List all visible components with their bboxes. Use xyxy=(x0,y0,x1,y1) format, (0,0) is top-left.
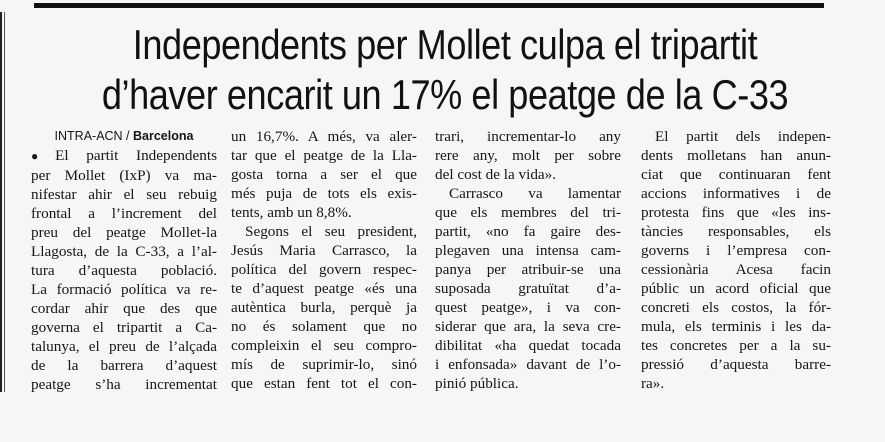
article-line: públic un acord oficial que xyxy=(641,280,831,297)
headline-line-1: Independents per Mollet culpa el tripartit xyxy=(132,21,758,68)
headline-line-2: d’haver encarit un 17% el peatge de la C-33 xyxy=(101,71,789,118)
article-line: del cost de la vida». xyxy=(435,166,557,183)
article-line: cordar ahir que des que xyxy=(31,300,217,317)
article-line: de la barrera d’aquest xyxy=(31,357,217,374)
article-line: partit, «no fa gaire des- xyxy=(435,223,621,240)
article-line: peatge s’ha incrementat xyxy=(31,376,217,393)
article-line: i enfonsada» davant de l’o- xyxy=(435,356,621,373)
byline-place: Barcelona xyxy=(133,129,194,143)
article-line: ra». xyxy=(641,375,665,392)
article-column-4 xyxy=(641,127,831,393)
article-line: suposada gratuïtat d’a- xyxy=(435,280,621,297)
article-line: ● El partit Independents xyxy=(31,147,217,164)
article-line: tura d’aquesta població. xyxy=(31,262,217,279)
article-column-1 xyxy=(31,127,217,394)
article-line: per Mollet (IxP) va ma- xyxy=(31,167,217,184)
article-line: concreti els costos, la fór- xyxy=(641,299,831,316)
article-line: nifestar ahir el seu rebuig xyxy=(31,186,217,203)
byline xyxy=(31,127,217,146)
article-line: autèntica burla, perquè ja xyxy=(231,299,417,316)
article-line: trari, incrementar-lo any xyxy=(435,128,621,145)
article-line: talunya, el preu de l’alçada xyxy=(31,338,217,355)
article-line: un 16,7%. A més, va aler- xyxy=(231,128,417,145)
article-line: Jesús Maria Carrasco, la xyxy=(231,242,417,259)
article-line: dibilitat «ha quedat tocada xyxy=(435,337,621,354)
article-column-3 xyxy=(435,127,621,393)
article-line: que estan fent tot el con- xyxy=(231,375,417,392)
article-line: governs i l’empresa con- xyxy=(641,242,831,259)
article-line: tes concretes per a la su- xyxy=(641,337,831,354)
column-rule xyxy=(0,12,5,392)
article-line: Carrasco va lamentar xyxy=(449,185,621,202)
article-line: rere any, molt per sobre xyxy=(435,147,621,164)
article-line: accions informatives i de xyxy=(641,185,831,202)
article-line: mula, els terminis i les da- xyxy=(641,318,831,335)
article-line: ciat que continuaran fent xyxy=(641,166,831,183)
article-line: protesta fins que «les ins- xyxy=(641,204,831,221)
article-line: tar que el peatge de la Lla- xyxy=(231,147,417,164)
article-line: Segons el seu president, xyxy=(245,223,417,240)
article-line: pressió d’aquesta barre- xyxy=(641,356,831,373)
article-line: plegaven una intensa cam- xyxy=(435,242,621,259)
article-line: mís de suprimir-lo, sinó xyxy=(231,356,417,373)
article-line: El partit dels indepen- xyxy=(655,128,831,145)
article-line: tàncies responsables, els xyxy=(641,223,831,240)
byline-agency: INTRA-ACN / xyxy=(54,129,134,143)
article-line: governa el tripartit a Ca- xyxy=(31,319,217,336)
article-line: La formació política va re- xyxy=(31,281,217,298)
article-line: pinió pública. xyxy=(435,375,519,392)
article-line: Llagosta, de la C-33, a l’al- xyxy=(31,243,217,260)
article-line: gosta torna a ser el que xyxy=(231,166,417,183)
article-line: compleixin el seu compro- xyxy=(231,337,417,354)
article-line: panya per atribuir-se una xyxy=(435,261,621,278)
article-line: frontal a l’increment del xyxy=(31,205,217,222)
article-line: preu del peatge Mollet-la xyxy=(31,224,217,241)
article-column-2 xyxy=(231,127,417,393)
article-line: dents molletans han anun- xyxy=(641,147,831,164)
article-line: quest peatge», i va con- xyxy=(435,299,621,316)
article-line: política del govern respec- xyxy=(231,261,417,278)
article-line: siderar que ara, la seva cre- xyxy=(435,318,621,335)
article-line: que els membres del tri- xyxy=(435,204,621,221)
article-line: te d’aquest peatge «és una xyxy=(231,280,417,297)
top-rule xyxy=(34,3,824,8)
article-line: tents, amb un 8,8%. xyxy=(231,204,352,221)
article-line: més puja de tots els exis- xyxy=(231,185,417,202)
headline xyxy=(97,20,794,120)
bullet-icon: ● xyxy=(31,149,53,163)
article-line: cessionària Acesa facin xyxy=(641,261,831,278)
article-line: no és solament que no xyxy=(231,318,417,335)
